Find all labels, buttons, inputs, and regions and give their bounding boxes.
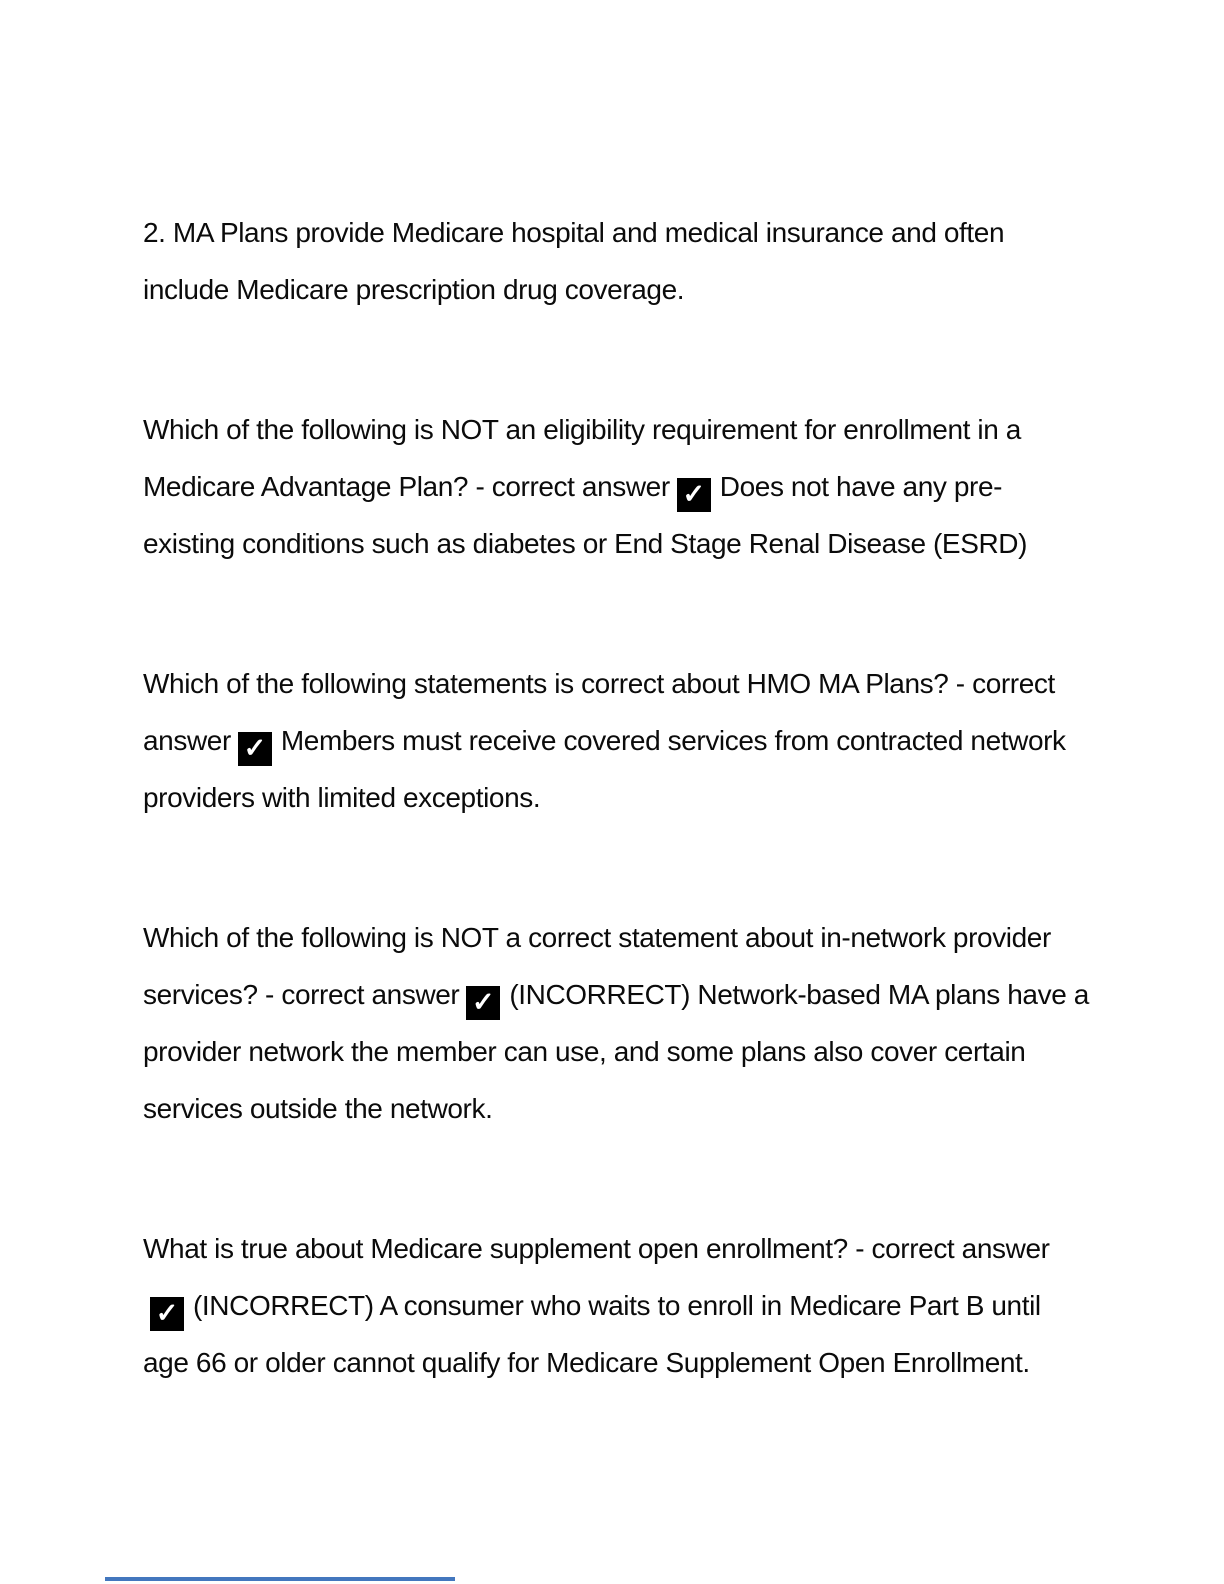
checkmark-icon bbox=[677, 478, 711, 512]
checkmark-glyph: ✓ bbox=[155, 1298, 179, 1328]
checkmark-icon bbox=[150, 1297, 184, 1331]
question-text: Which of the following is NOT a correct statement about in-network provider services? - correct answer bbox=[143, 922, 1051, 1010]
qa-paragraph-in-network bbox=[143, 909, 1093, 1137]
checkmark-icon bbox=[238, 732, 272, 766]
checkmark-glyph: ✓ bbox=[472, 987, 495, 1017]
checkmark-glyph: ✓ bbox=[682, 479, 706, 509]
checkmark-icon bbox=[466, 986, 500, 1020]
answer-text: (INCORRECT) Network-based MA plans have a provider network the member can use, and some plans also cover certain services outside the network. bbox=[143, 979, 1089, 1124]
intro-paragraph bbox=[143, 204, 1093, 318]
qa-paragraph-open-enrollment bbox=[143, 1220, 1093, 1391]
answer-text: (INCORRECT) A consumer who waits to enroll in Medicare Part B until age 66 or older cannot qualify for Medicare Supplement Open Enrollment. bbox=[143, 1290, 1041, 1378]
page-bottom-hyperlink-line bbox=[105, 1577, 455, 1581]
intro-paragraph-text: 2. MA Plans provide Medicare hospital and medical insurance and often include Medicare prescription drug coverage. bbox=[143, 217, 1005, 305]
qa-paragraph-eligibility bbox=[143, 401, 1093, 572]
qa-paragraph-hmo bbox=[143, 655, 1093, 826]
checkmark-glyph: ✓ bbox=[243, 733, 267, 763]
answer-text: Members must receive covered services from contracted network providers with limited exceptions. bbox=[143, 725, 1066, 813]
answer-text: Does not have any pre-existing conditions such as diabetes or End Stage Renal Disease (ESRD) bbox=[143, 471, 1028, 559]
question-text: What is true about Medicare supplement open enrollment? - correct answer bbox=[143, 1233, 1050, 1264]
question-text: Which of the following is NOT an eligibility requirement for enrollment in a Medicare Advantage Plan? - correct answer bbox=[143, 414, 1021, 502]
question-text: Which of the following statements is correct about HMO MA Plans? - correct answer bbox=[143, 668, 1055, 756]
document-body bbox=[143, 204, 1093, 1474]
